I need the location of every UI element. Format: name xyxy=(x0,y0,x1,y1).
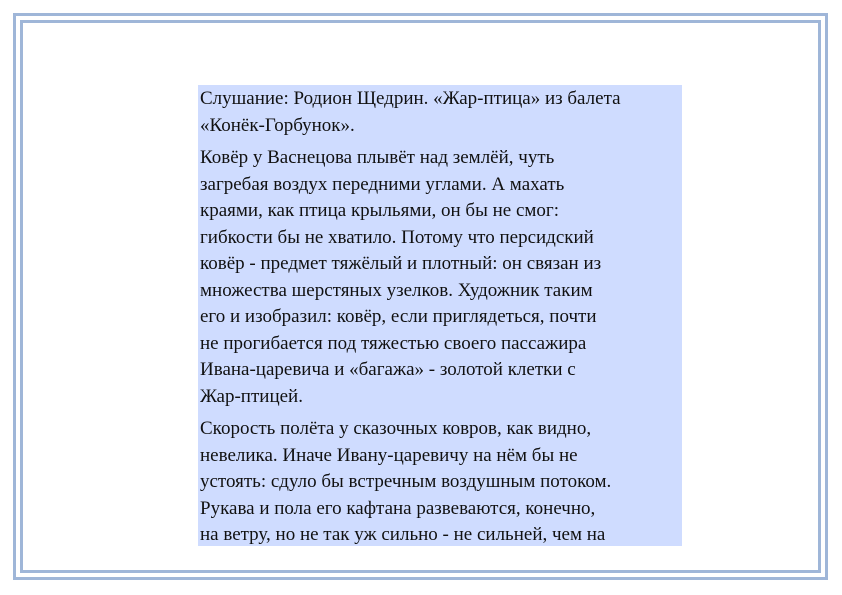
paragraph-speed xyxy=(200,416,680,546)
text-line: краями, как птица крыльями, он бы не смог: xyxy=(200,200,559,221)
paragraph-carpet xyxy=(200,145,680,410)
text-line: его и изобразил: ковёр, если приглядеться, почти xyxy=(200,306,597,327)
paragraph-listening xyxy=(200,86,680,139)
text-line: не прогибается под тяжестью своего пассажира xyxy=(200,332,587,354)
text-line: на ветру, но не так уж сильно - не сильней, чем на xyxy=(200,524,606,545)
text-line: устоять: сдуло бы встречным воздушным потоком. xyxy=(200,471,612,492)
text-block xyxy=(198,85,682,546)
text-line: множества шерстяных узелков. Художник таким xyxy=(200,279,593,301)
text-line: загребая воздух передними углами. А махать xyxy=(200,173,565,195)
text-line: ковёр - предмет тяжёлый и плотный: он связан из xyxy=(200,253,602,274)
text-line: гибкости бы не хватило. Потому что персидский xyxy=(200,226,594,248)
text-line: Ковёр у Васнецова плывёт над землёй, чуть xyxy=(200,147,555,168)
text-line: Слушание: Родион Щедрин. «Жар-птица» из балета xyxy=(200,88,621,109)
text-line: «Конёк-Горбунок». xyxy=(200,114,355,136)
text-line: невелика. Иначе Ивану-царевичу на нём бы не xyxy=(200,444,578,466)
text-line: Ивана-царевича и «багажа» - золотой клетки с xyxy=(200,359,576,380)
text-line: Жар-птицей. xyxy=(200,385,303,407)
text-line: Рукава и пола его кафтана развеваются, конечно, xyxy=(200,497,596,519)
text-line: Скорость полёта у сказочных ковров, как видно, xyxy=(200,418,592,439)
